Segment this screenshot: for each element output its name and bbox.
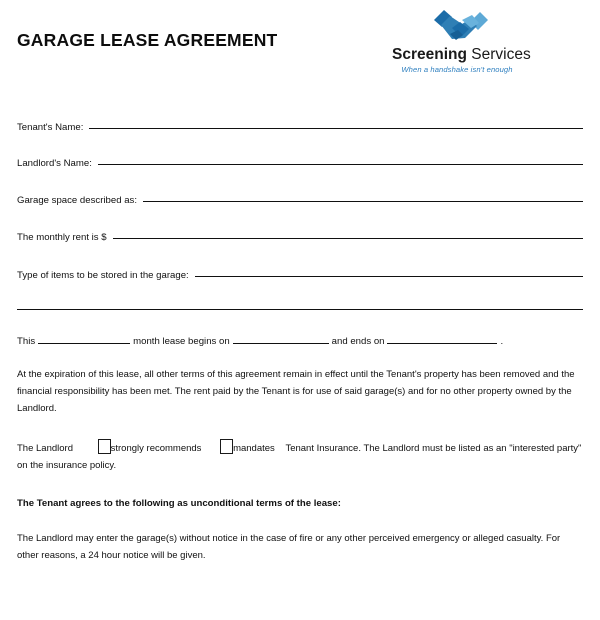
company-logo [392,4,531,75]
field-label-monthly-rent: The monthly rent is $ [17,232,107,243]
field-label-landlord-name: Landlord's Name: [17,158,92,169]
field-landlord-name [17,158,583,169]
insurance-options-row [17,439,583,475]
field-input-items-stored-continued[interactable] [17,309,583,310]
label-mandates: mandates [233,442,275,454]
handshake-icon [392,4,522,46]
heading-unconditional-terms: The Tenant agrees to the following as unconditional terms of the lease: [17,497,341,509]
page-title: GARAGE LEASE AGREEMENT [17,30,278,50]
field-label-garage-space: Garage space described as: [17,195,137,206]
logo-word-secondary: Services [466,46,531,63]
logo-wordmark [392,46,531,63]
paragraph-entry-notice: The Landlord may enter the garage(s) without notice in the case of fire or any other perceived emergency or alleged casualty. For other reasons, a 24 hour notice will be given. [17,533,561,562]
logo-word-primary: Screening [392,46,467,63]
lease-term-end-date-input[interactable] [387,334,497,344]
insurance-trailing-text: Tenant Insurance. The Landlord must be listed as an "interested party" on the insurance policy. [17,442,582,472]
field-input-landlord-name[interactable] [98,164,583,165]
field-label-tenant-name: Tenant's Name: [17,122,84,133]
document-body [0,122,600,565]
document-header [0,0,600,108]
lease-term-row [17,334,583,347]
lease-term-middle: month lease begins on [133,336,230,347]
paragraph-expiration: At the expiration of this lease, all other terms of this agreement remain in effect until the Tenant's property has been removed and the financial responsibility has been met. The rent paid by the Tenant is for use of said garage(s) and for no other property owned by the Landlord. [17,369,575,414]
lease-term-suffix: . [500,336,504,347]
field-input-garage-space[interactable] [143,201,583,202]
checkbox-strongly-recommends[interactable] [98,439,111,454]
label-strongly-recommends: strongly recommends [110,442,202,454]
logo-tagline: When a handshake isn't enough [401,65,513,75]
field-monthly-rent [17,232,583,243]
lease-term-begin-date-input[interactable] [233,334,329,344]
field-input-monthly-rent[interactable] [113,238,583,239]
field-input-items-stored[interactable] [195,276,583,277]
field-input-tenant-name[interactable] [89,128,583,129]
field-label-items-stored: Type of items to be stored in the garage: [17,270,189,281]
insurance-lead-text: The Landlord [17,442,73,454]
field-items-stored [17,270,583,281]
lease-term-months-input[interactable] [38,334,130,344]
field-garage-space [17,195,583,206]
lease-term-joiner: and ends on [331,336,385,347]
field-tenant-name [17,122,583,133]
checkbox-mandates[interactable] [220,439,233,454]
lease-term-prefix: This [17,336,36,347]
